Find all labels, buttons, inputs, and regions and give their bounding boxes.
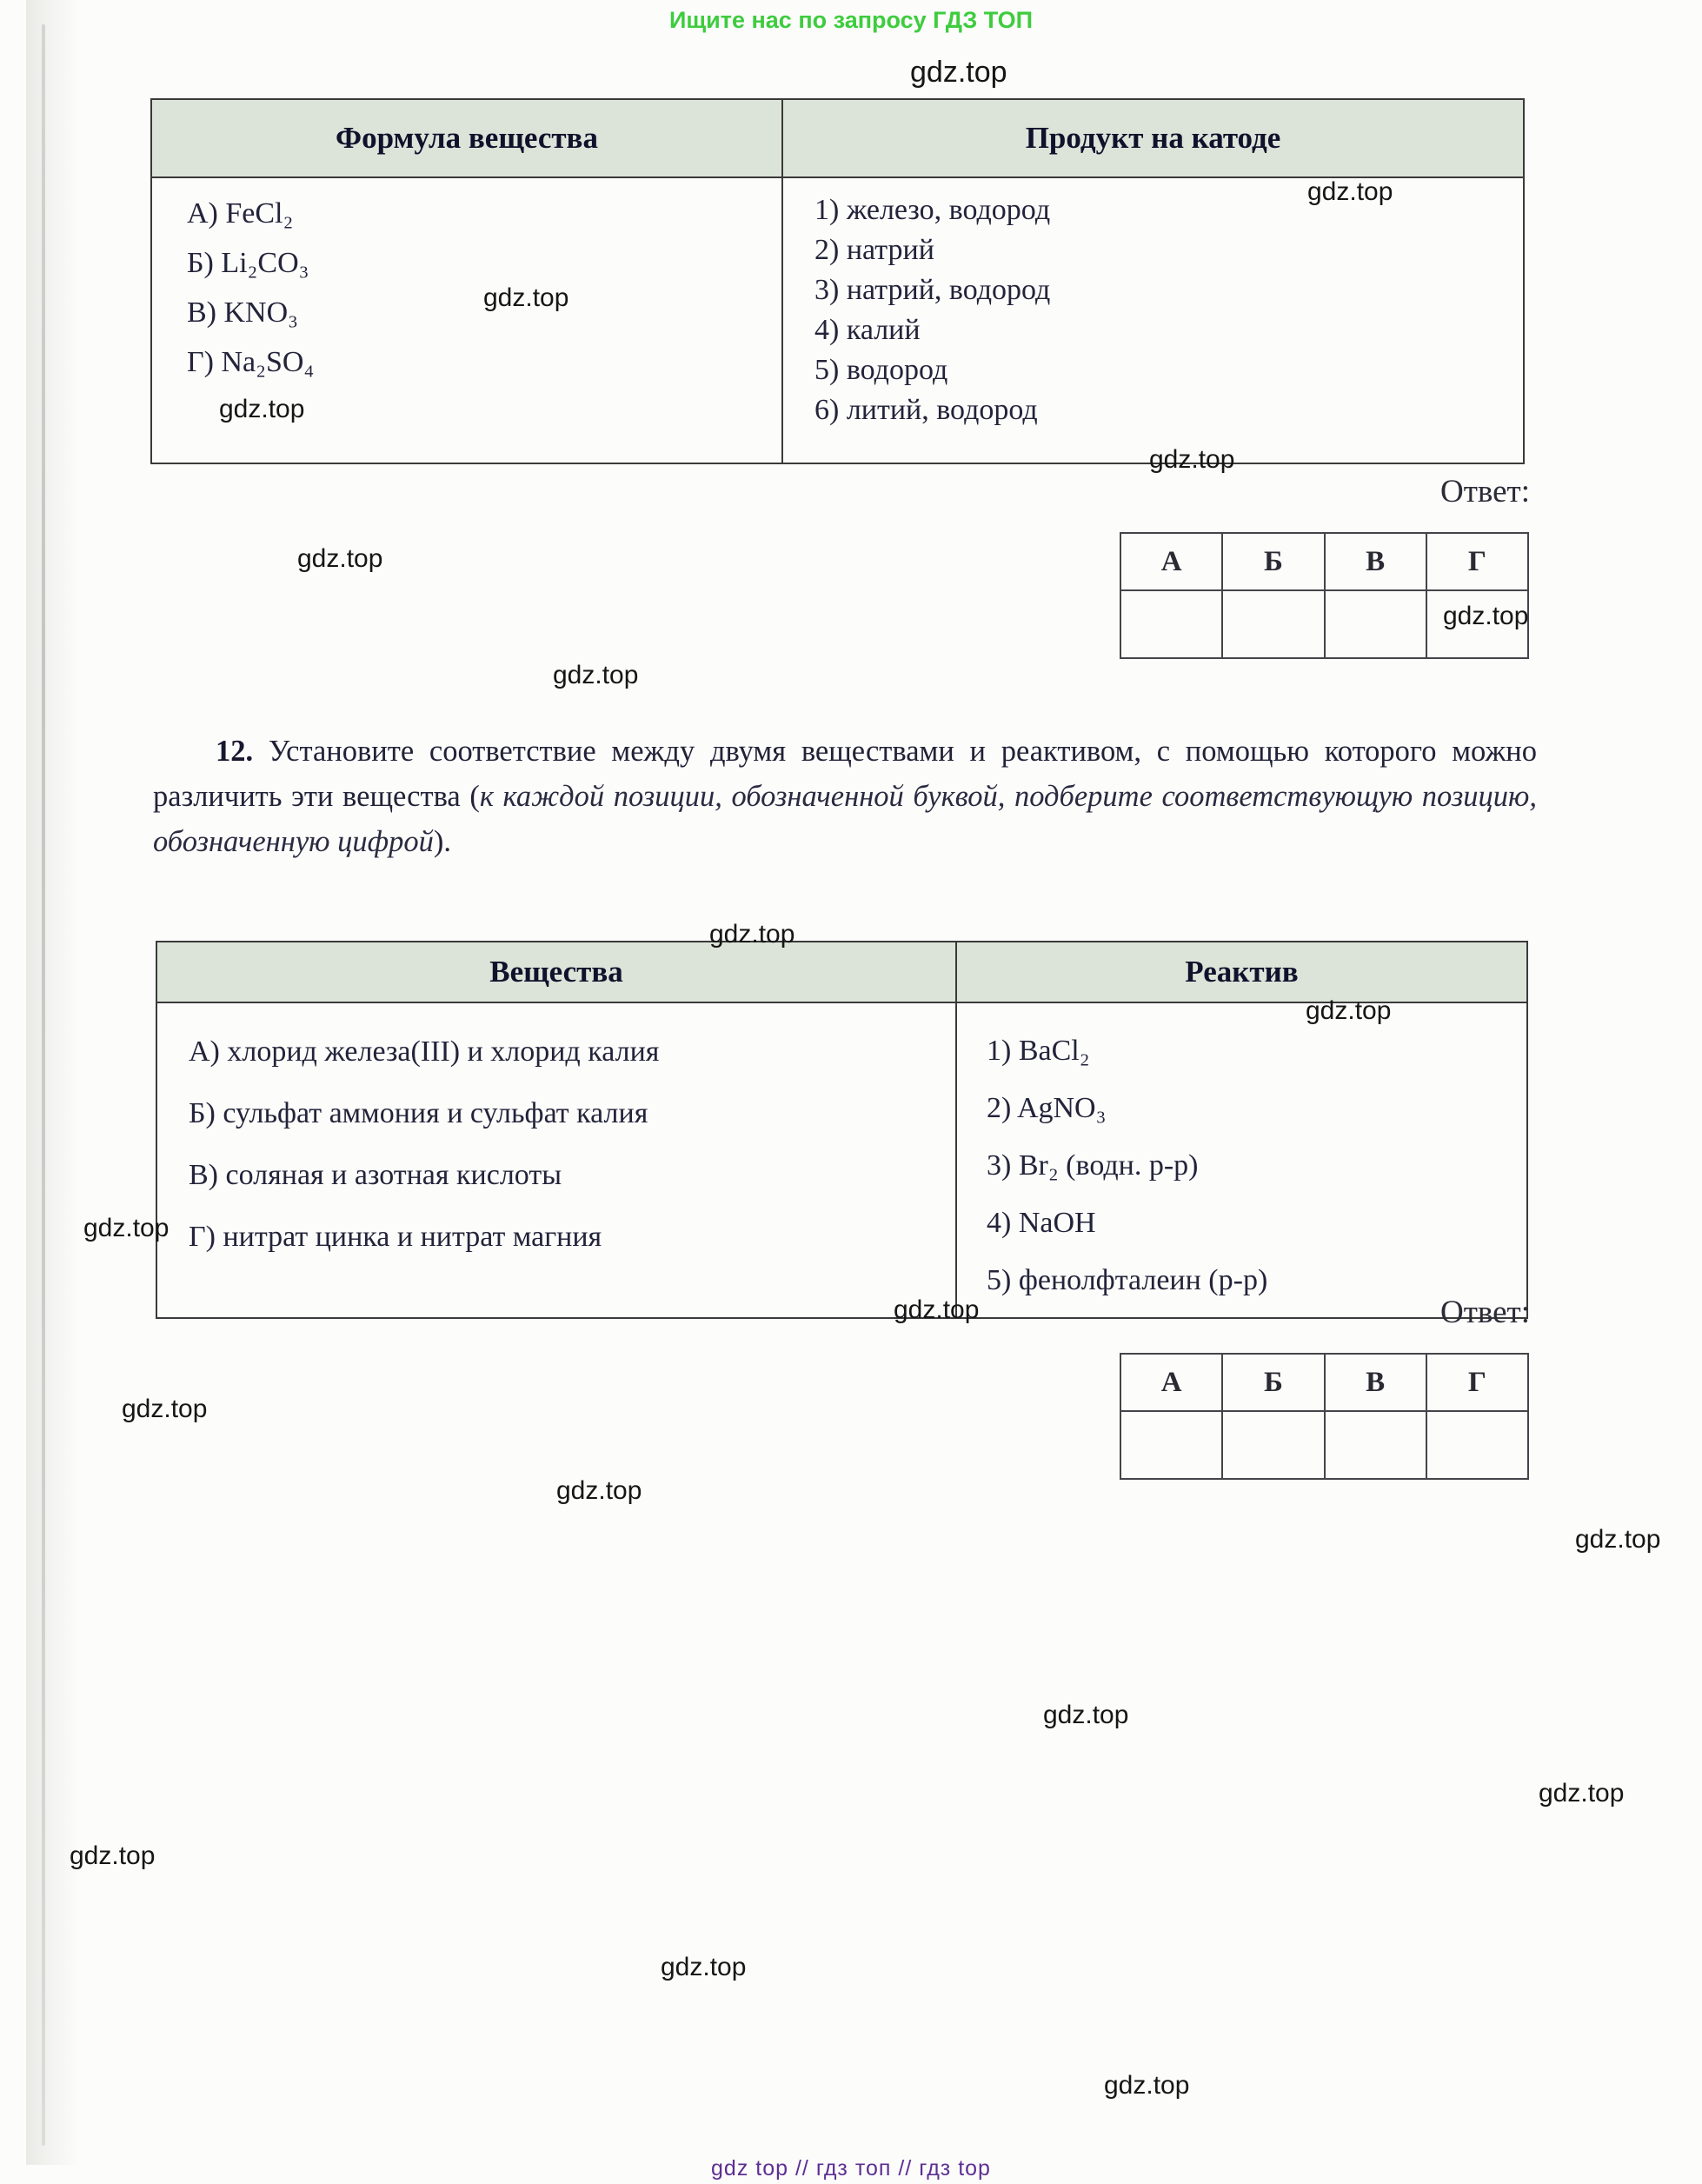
task11-answer-col-b: Б (1222, 533, 1324, 590)
task11-option-b: Б) Li₂CO₃ (187, 247, 309, 279)
task11-option-a: А) FeCl₂ (187, 197, 294, 230)
task12-substances-cell (156, 1002, 956, 1318)
watermark-gdz: gdz.top (1104, 2071, 1190, 2100)
task12-answer-cell-v (1325, 1411, 1426, 1479)
task12-answer-col-v: В (1325, 1354, 1426, 1411)
task11-answer-label: Ответ: (1439, 474, 1530, 509)
task12-answer-grid-value-row (1120, 1411, 1528, 1479)
watermark-gdz: gdz.top (556, 1476, 642, 1505)
task12-answer-col-a: А (1120, 1354, 1222, 1411)
watermark-gdz: gdz.top (709, 920, 795, 949)
task11-answer-cell-v (1325, 590, 1426, 658)
task11-product-1: 1) железо, водород (814, 194, 1051, 226)
task12-reagent-5: 5) фенолфталеин (р-р) (987, 1264, 1268, 1296)
task11-product-5: 5) водород (814, 354, 948, 386)
task12-reagent-1: 1) BaCl₂ (987, 1035, 1090, 1067)
watermark-gdz: gdz.top (122, 1395, 208, 1423)
watermark-gdz: gdz.top (1443, 602, 1529, 630)
task11-products-cell (782, 177, 1524, 463)
task12-answer-cell-g (1426, 1411, 1528, 1479)
task12-answer-cell-b (1222, 1411, 1324, 1479)
task12-text-italic: к каждой позиции, обозначенной буквой, подберите соответствующую позицию, обозначенную цифрой (153, 780, 1537, 858)
task11-table-body-row (151, 177, 1524, 463)
watermark-gdz: gdz.top (553, 661, 639, 689)
page-edge-shadow (26, 0, 80, 2165)
task12-answer-grid (1120, 1353, 1529, 1480)
task12-reagent-3: 3) Br₂ (водн. р-р) (987, 1149, 1199, 1182)
task12-table-body-row (156, 1002, 1527, 1318)
watermark-gdz: gdz.top (297, 544, 383, 573)
task11-product-4: 4) калий (814, 314, 921, 346)
page-fold-line (42, 24, 45, 2146)
task12-statement (153, 729, 1537, 864)
task11-answer-col-v: В (1325, 533, 1426, 590)
task11-option-g: Г) Na₂SO₄ (187, 346, 315, 378)
task12-header-reagent: Реактив (956, 942, 1527, 1002)
task12-answer-col-g: Г (1426, 1354, 1528, 1411)
task12-reagents-cell (956, 1002, 1527, 1318)
watermark-gdz: gdz.top (70, 1841, 156, 1870)
task12-reagent-2: 2) AgNO₃ (987, 1092, 1107, 1124)
task11-header-product: Продукт на катоде (782, 99, 1524, 177)
task11-answer-cell-b (1222, 590, 1324, 658)
task12-option-v: В) соляная и азотная кислоты (189, 1159, 562, 1191)
task12-option-a: А) хлорид железа(III) и хлорид калия (189, 1035, 660, 1068)
task11-product-3: 3) натрий, водород (814, 274, 1051, 306)
task12-text-closing: ). (433, 825, 451, 858)
task11-answer-col-a: А (1120, 533, 1222, 590)
watermark-gdz: gdz.top (1043, 1701, 1129, 1729)
watermark-gdz: gdz.top (661, 1953, 747, 1981)
task11-product-2: 2) натрий (814, 234, 934, 266)
task12-answer-col-b: Б (1222, 1354, 1324, 1411)
watermark-gdz: gdz.top (1307, 177, 1393, 206)
watermark-gdz: gdz.top (1575, 1525, 1661, 1554)
watermark-gdz: gdz.top (483, 283, 569, 312)
task11-answer-grid-header-row (1120, 533, 1528, 590)
task11-header-formula: Формула вещества (151, 99, 782, 177)
task12-answer-grid-header-row (1120, 1354, 1528, 1411)
task12-answer-cell-a (1120, 1411, 1222, 1479)
watermark-gdz: gdz.top (894, 1295, 980, 1324)
task11-answer-cell-a (1120, 590, 1222, 658)
task12-text-main: Установите соответствие между двумя веществами и реактивом, с помощью которого можно различить эти вещества ( (153, 735, 1537, 813)
top-banner-text: Ищите нас по запросу ГДЗ ТОП (668, 7, 1034, 33)
task12-option-b: Б) сульфат аммония и сульфат калия (189, 1097, 648, 1129)
task12-option-g: Г) нитрат цинка и нитрат магния (189, 1221, 602, 1253)
task12-number: 12. (216, 735, 254, 768)
task11-table-header-row (151, 99, 1524, 177)
bottom-banner-text: gdz top // гдз топ // гдз top (711, 2156, 991, 2181)
watermark-gdz: gdz.top (1539, 1779, 1625, 1808)
task11-answer-grid (1120, 532, 1529, 659)
task12-reagent-4: 4) NaOH (987, 1207, 1096, 1239)
watermark-gdz: gdz.top (910, 56, 1007, 89)
task12-header-substances: Вещества (156, 942, 956, 1002)
watermark-gdz: gdz.top (83, 1214, 170, 1242)
watermark-gdz: gdz.top (219, 395, 305, 423)
task11-option-v: В) KNO₃ (187, 296, 299, 329)
task11-product-6: 6) литий, водород (814, 394, 1038, 426)
watermark-gdz: gdz.top (1149, 445, 1235, 474)
task12-answer-label: Ответ: (1439, 1295, 1530, 1330)
task11-table (150, 98, 1525, 464)
task12-table-header-row (156, 942, 1527, 1002)
watermark-gdz: gdz.top (1306, 996, 1392, 1025)
task11-answer-col-g: Г (1426, 533, 1528, 590)
